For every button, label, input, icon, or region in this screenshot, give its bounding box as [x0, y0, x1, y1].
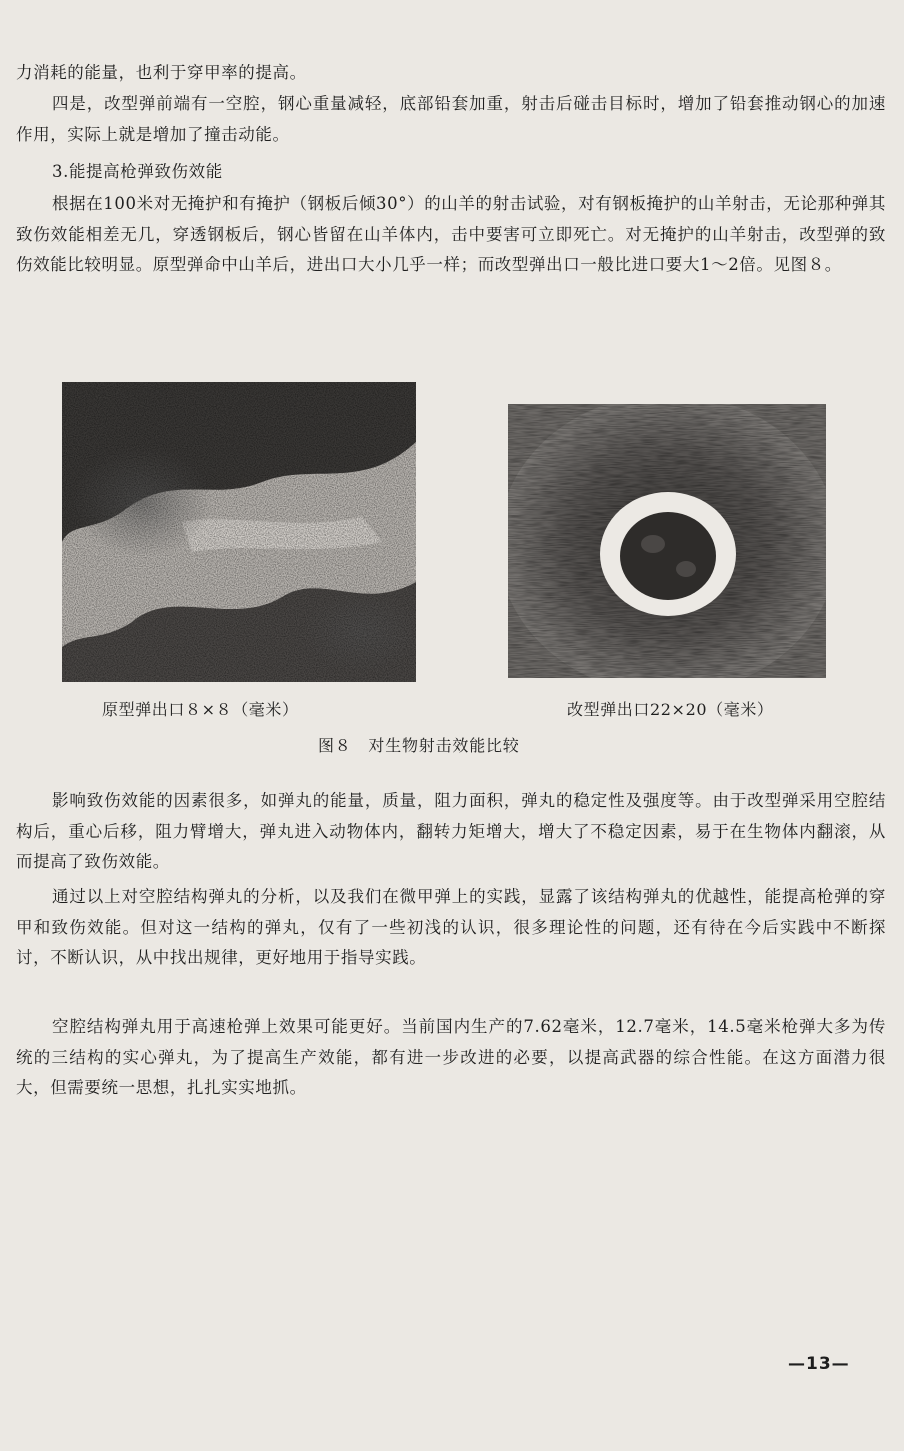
paragraph-analysis: 通过以上对空腔结构弹丸的分析，以及我们在微甲弹上的实践，显露了该结构弹丸的优越性，能提高枪弹的穿甲和致伤效能。但对这一结构的弹丸，仅有了一些初浅的认识，很多理论性的问题，还有待在今后实践中不断探讨，不断认识，从中找出规律，更好地用于指导实践。 [16, 887, 886, 967]
paragraph-conclusion: 空腔结构弹丸用于高速枪弹上效果可能更好。当前国内生产的7.62毫米，12.7毫米，14.5毫米枪弹大多为传统的三结构的实心弹丸，为了提高生产效能，都有进一步改进的必要，以提高武器的综合性能。在这方面潜力很大，但需要统一思想，扎扎实实地抓。 [16, 1017, 886, 1097]
figure-title: 图８ 对生物射击效能比较 [318, 736, 520, 755]
paragraph-continuation: 力消耗的能量，也利于穿甲率的提高。 [16, 63, 307, 82]
section-heading: 3.能提高枪弹致伤效能 [52, 162, 223, 181]
modified-bullet-exit-photo [508, 404, 826, 678]
right-figure-caption: 改型弹出口22×20（毫米） [567, 700, 774, 719]
page-number: —13— [788, 1354, 850, 1374]
paragraph-factors: 影响致伤效能的因素很多，如弹丸的能量，质量，阻力面积，弹丸的稳定性及强度等。由于改型弹采用空腔结构后，重心后移，阻力臂增大，弹丸进入动物体内，翻转力矩增大，增大了不稳定因素，易于在生物体内翻滚，从而提高了致伤效能。 [16, 791, 886, 871]
paragraph-goat-test: 根据在100米对无掩护和有掩护（钢板后倾30°）的山羊的射击试验，对有钢板掩护的山羊射击，无论那种弹其致伤效能相差无几，穿透钢板后，钢心皆留在山羊体内，击中要害可立即死亡。对无掩护的山羊射击，改型弹的致伤效能比较明显。原型弹命中山羊后，进出口大小几乎一样；而改型弹出口一般比进口要大1～2倍。见图８。 [16, 194, 886, 274]
left-figure-caption: 原型弹出口８×８（毫米） [102, 700, 299, 719]
original-bullet-exit-photo [62, 382, 416, 682]
paragraph-point-four: 四是，改型弹前端有一空腔，钢心重量减轻，底部铅套加重，射击后碰击目标时，增加了铅套推动钢心的加速作用，实际上就是增加了撞击动能。 [16, 94, 886, 144]
